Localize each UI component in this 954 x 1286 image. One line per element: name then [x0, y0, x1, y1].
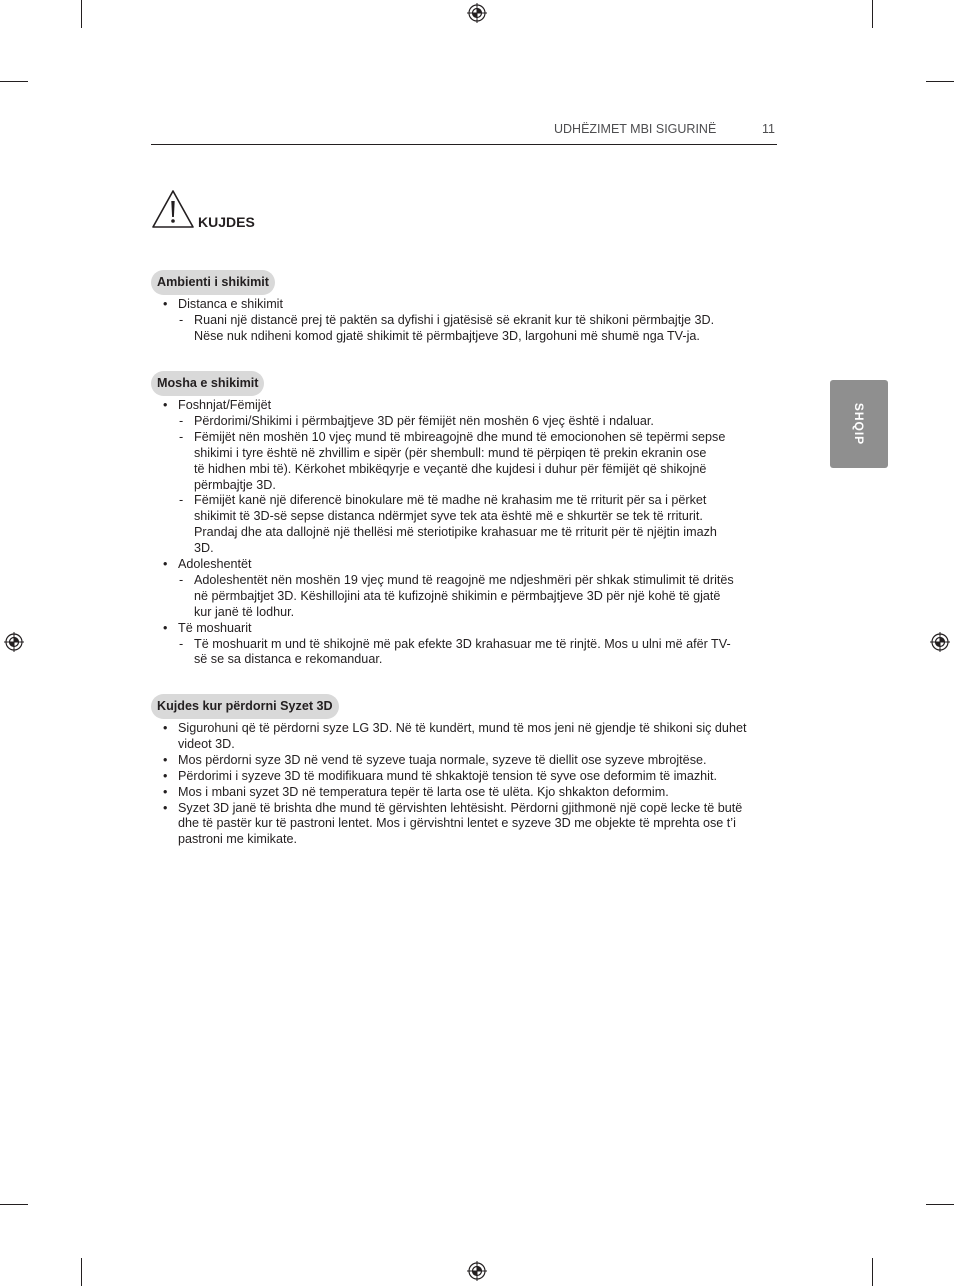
sub-list-item: Nëse nuk ndiheni komod gjatë shikimit të përmbajtjeve 3D, largohuni më shumë nga TV-ja. [194, 328, 700, 343]
sub-list-item: Fëmijët nën moshën 10 vjeç mund të mbireagojnë dhe mund të emocionohen së tepërmi sepse [194, 429, 726, 444]
crop-mark [0, 1204, 28, 1205]
bullet-icon: • [163, 768, 168, 783]
sub-list-item: të hidhen mbi të). Kërkohet mbikëqyrje e veçantë dhe kujdesi i duhur për fëmijët që shikojnë [194, 461, 707, 476]
language-tab [830, 380, 888, 468]
crop-mark [81, 1258, 82, 1286]
sub-list-item: së se sa distanca e rekomanduar. [194, 652, 383, 667]
sub-list-item: shikimit të 3D-së sepse distanca ndërmjet syve tek ata është më e shkurtër se tek të rriturit. [194, 509, 703, 524]
sub-list-item: Fëmijët kanë një diferencë binokulare më të madhe në krahasim me të rriturit për sa i përket [194, 493, 707, 508]
sub-list-item: Përdorimi/Shikimi i përmbajtjeve 3D për fëmijët nën moshën 6 vjeç është i ndaluar. [194, 413, 654, 428]
bullet-icon: • [163, 784, 168, 799]
sub-list-item: Prandaj dhe ata dallojnë një thellësi më steriotipike krahasuar me të rriturit për të njëjtin imazh [194, 525, 717, 540]
list-item: Sigurohuni që të përdorni syze LG 3D. Në të kundërt, mund të mos jeni në gjendje të shikoni siç duhet [178, 721, 747, 735]
crop-mark [872, 1258, 873, 1286]
dash-icon: - [179, 429, 184, 444]
header-rule [151, 144, 777, 145]
list-item: Adoleshentët [178, 557, 252, 571]
sub-list-item: Ruani një distancë prej të paktën sa dyfishi i gjatësisë së ekranit kur të shikoni përmbajtje 3D. [194, 312, 715, 327]
sub-list-item: shikimi i tyre është në zhvillim e sipër (për shembull: mund të përpiqen të prekin ekranin ose [194, 445, 707, 460]
caution-title: KUJDES [198, 214, 255, 230]
list-item: Mos përdorni syze 3D në vend të syzeve tuaja normale, syzeve të diellit ose syzeve mbrojtëse. [178, 752, 707, 767]
list-item: Mos i mbani syzet 3D në temperatura tepër të larta ose të ulëta. Kjo shkakton deformim. [178, 784, 669, 799]
bullet-icon: • [163, 800, 168, 815]
list-item: Përdorimi i syzeve 3D të modifikuara mund të shkaktojë tension të syve ose deformim të imazhit. [178, 768, 717, 783]
page-number: 11 [762, 122, 775, 136]
crop-mark [872, 0, 873, 28]
list-item: pastroni me kimikate. [178, 832, 297, 847]
sub-list-item: Të moshuarit m und të shikojnë më pak efekte 3D krahasuar me të rinjtë. Mos u ulni më afër TV- [194, 636, 731, 651]
bullet-icon: • [163, 557, 168, 571]
warning-triangle-icon [151, 189, 195, 229]
sub-list-item: Adoleshentët nën moshën 19 vjeç mund të reagojnë me ndjeshmëri për shkak stimulimit të dritës [194, 572, 734, 587]
dash-icon: - [179, 312, 184, 327]
dash-icon: - [179, 413, 184, 428]
dash-icon: - [179, 493, 184, 508]
list-item: Të moshuarit [178, 620, 252, 635]
list-item: Syzet 3D janë të brishta dhe mund të gërvishten lehtësisht. Përdorni gjithmonë një copë lecke të butë [178, 800, 743, 815]
crop-mark [926, 81, 954, 82]
bullet-icon: • [163, 398, 168, 412]
dash-icon: - [179, 572, 184, 587]
bullet-icon: • [163, 297, 168, 311]
registration-mark-icon [467, 1261, 487, 1281]
section-heading: Mosha e shikimit [151, 371, 264, 396]
list-item: videot 3D. [178, 736, 235, 751]
registration-mark-icon [4, 632, 24, 652]
section-heading: Kujdes kur përdorni Syzet 3D [151, 694, 339, 719]
registration-mark-icon [930, 632, 950, 652]
crop-mark [81, 0, 82, 28]
crop-mark [926, 1204, 954, 1205]
list-item: Foshnjat/Fëmijët [178, 398, 272, 412]
sub-list-item: 3D. [194, 541, 214, 556]
bullet-icon: • [163, 721, 168, 735]
crop-mark [0, 81, 28, 82]
sub-list-item: përmbajtje 3D. [194, 477, 276, 492]
list-item: Distanca e shikimit [178, 297, 283, 311]
running-header-title: UDHËZIMET MBI SIGURINË [554, 122, 717, 136]
bullet-icon: • [163, 620, 168, 635]
sub-list-item: kur janë të lodhur. [194, 604, 295, 619]
section-heading: Ambienti i shikimit [151, 270, 275, 295]
dash-icon: - [179, 636, 184, 651]
registration-mark-icon [467, 3, 487, 23]
sub-list-item: në përmbajtjet 3D. Këshillojini ata të kufizojnë shikimin e përmbajtjeve 3D për një kohë të gjatë [194, 588, 721, 603]
language-tab-label: SHQIP [852, 402, 866, 446]
bullet-icon: • [163, 752, 168, 767]
list-item: dhe të pastër kur të pastroni lentet. Mos i gërvishtni lentet e syzeve 3D me objekte të mprehta ose t’i [178, 816, 736, 831]
